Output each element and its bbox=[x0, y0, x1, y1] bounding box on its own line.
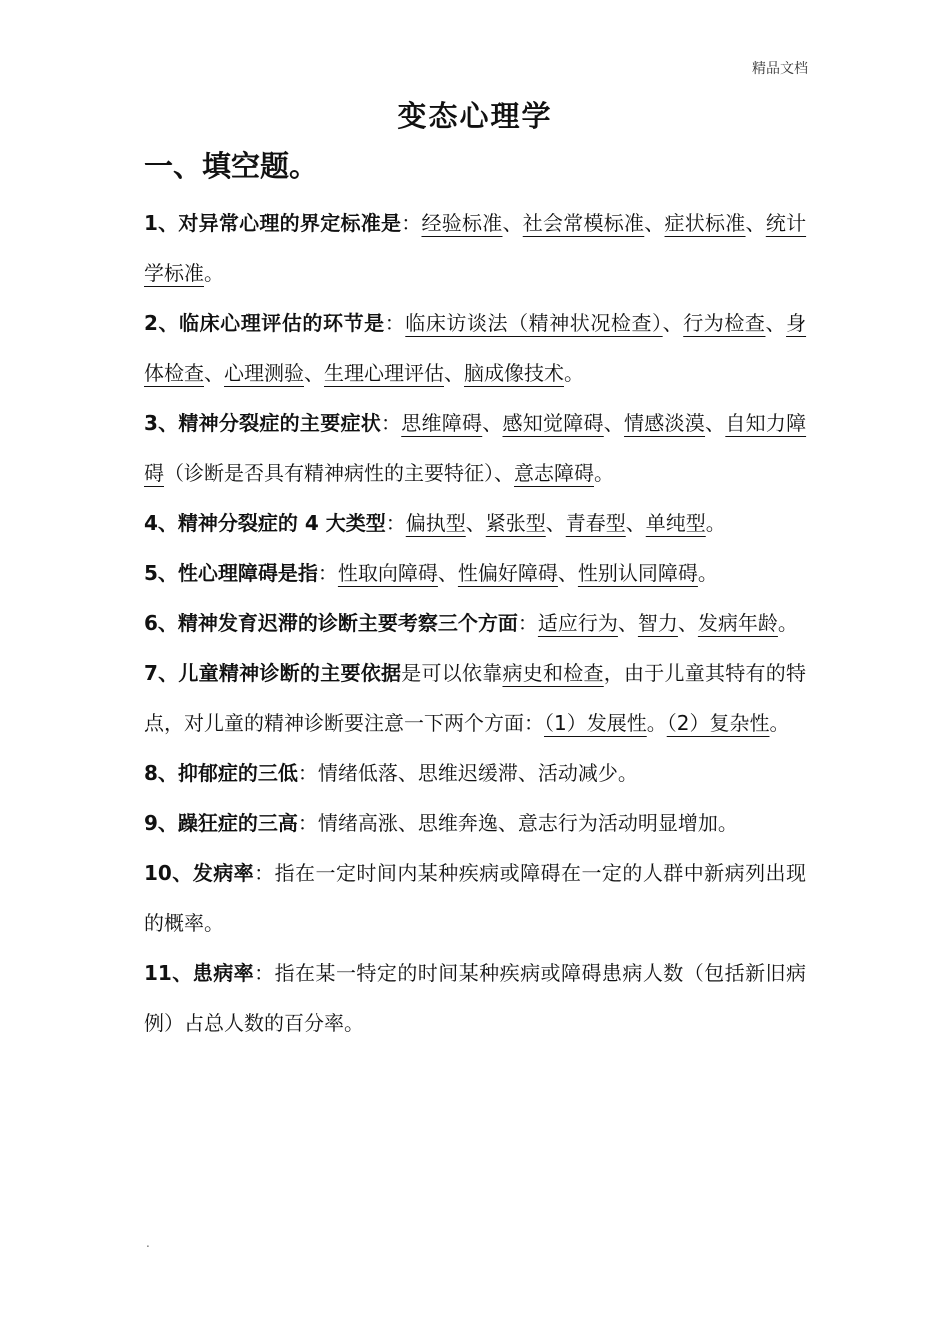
answer-blank: 脑成像技术 bbox=[464, 361, 564, 385]
item-number: 6、 bbox=[144, 611, 178, 635]
separator: 、 bbox=[204, 361, 224, 385]
item-number: 9、 bbox=[144, 811, 178, 835]
item-text: 是可以依靠 bbox=[401, 661, 503, 685]
answer-blank: 社会常模标准 bbox=[522, 211, 645, 235]
question-item-4 bbox=[144, 498, 806, 548]
end-mark: 。 bbox=[594, 461, 614, 485]
document-title: 变态心理学 bbox=[397, 99, 553, 133]
item-text: 指在某一特定的时间某种疾病或障碍患病人数（包括新旧病例）占总人数的百分率。 bbox=[144, 961, 807, 1035]
separator: 、 bbox=[502, 211, 523, 235]
item-number: 7、 bbox=[144, 661, 179, 685]
separator: 、 bbox=[603, 411, 625, 435]
end-mark: 。 bbox=[769, 711, 790, 735]
item-text: 情绪低落、思维迟缓滞、活动减少。 bbox=[317, 761, 638, 785]
item-number: 5、 bbox=[144, 561, 178, 585]
end-mark: 。 bbox=[705, 511, 726, 535]
end-mark: 。 bbox=[204, 261, 224, 285]
item-text: ，由于儿童其特有的特点，对儿童的精神诊断要注意一下两个方面： bbox=[144, 661, 807, 735]
answer-blank: 意志障碍 bbox=[514, 461, 594, 485]
item-text: 指在一定时间内某种疾病或障碍在一定的人群中新病列出现的概率。 bbox=[144, 861, 807, 935]
answer-blank: 适应行为 bbox=[537, 611, 618, 635]
separator: 、 bbox=[765, 311, 787, 335]
answer-blank: 行为检查 bbox=[683, 311, 766, 335]
item-colon: ： bbox=[385, 511, 406, 535]
answer-note: （诊断是否具有精神病性的主要特征） bbox=[164, 461, 494, 485]
item-label: 对异常心理的界定标准是 bbox=[178, 211, 402, 235]
separator: 、 bbox=[557, 561, 578, 585]
item-colon: ： bbox=[517, 611, 538, 635]
separator: 、 bbox=[662, 311, 684, 335]
separator: 、 bbox=[494, 461, 514, 485]
answer-blank: 性别认同障碍 bbox=[577, 561, 698, 585]
separator: 、 bbox=[304, 361, 324, 385]
item-number: 1、 bbox=[144, 211, 179, 235]
answer-blank: 单纯型 bbox=[645, 511, 706, 535]
separator: 、 bbox=[437, 561, 458, 585]
answer-blank: 发病年龄 bbox=[697, 611, 778, 635]
answer-blank: 心理测验 bbox=[224, 361, 304, 385]
separator: 、 bbox=[745, 211, 766, 235]
answer-blank: 身体检查 bbox=[144, 311, 807, 385]
question-item-8 bbox=[144, 748, 806, 798]
item-colon: ： bbox=[297, 811, 318, 835]
item-label: 精神发育迟滞的诊断主要考察三个方面 bbox=[177, 611, 518, 635]
item-label: 精神分裂症的主要症状 bbox=[178, 411, 381, 435]
answer-blank: 智力 bbox=[637, 611, 678, 635]
item-label: 抑郁症的三低 bbox=[177, 761, 298, 785]
item-colon: ： bbox=[401, 211, 422, 235]
question-item-1 bbox=[144, 198, 806, 298]
item-colon: ： bbox=[384, 311, 406, 335]
answer-blank: 症状标准 bbox=[664, 211, 746, 235]
answer-blank: 性取向障碍 bbox=[337, 561, 438, 585]
footer-mark: . bbox=[146, 1236, 150, 1250]
question-item-11 bbox=[144, 948, 806, 1048]
answer-blank: 偏执型 bbox=[405, 511, 466, 535]
answer-blank: （2）复杂性 bbox=[666, 711, 770, 735]
question-item-9 bbox=[144, 798, 806, 848]
separator: 、 bbox=[677, 611, 698, 635]
item-colon: ： bbox=[254, 961, 275, 985]
item-colon: ： bbox=[254, 861, 275, 885]
item-number: 4、 bbox=[144, 511, 178, 535]
answer-blank: 统计学标准 bbox=[144, 211, 807, 285]
answer-blank: 紧张型 bbox=[485, 511, 546, 535]
item-number: 8、 bbox=[144, 761, 178, 785]
header-note: 精品文档 bbox=[752, 61, 808, 77]
end-mark: 。 bbox=[777, 611, 798, 635]
answer-blank: （1）发展性 bbox=[544, 711, 647, 735]
item-label: 精神分裂症的 4 大类型 bbox=[177, 511, 386, 535]
question-item-6 bbox=[144, 598, 806, 648]
item-number: 2、 bbox=[144, 311, 180, 335]
item-number: 10、 bbox=[144, 861, 193, 885]
separator: 、 bbox=[545, 511, 566, 535]
question-item-7 bbox=[144, 648, 806, 748]
section-heading: 一、填空题。 bbox=[144, 149, 319, 183]
question-item-10 bbox=[144, 848, 806, 948]
end-mark: 。 bbox=[564, 361, 584, 385]
question-list bbox=[144, 198, 806, 1048]
separator: 、 bbox=[444, 361, 464, 385]
item-label: 发病率 bbox=[192, 861, 255, 885]
item-label: 患病率 bbox=[192, 961, 255, 985]
separator: 。 bbox=[646, 711, 667, 735]
answer-blank: 思维障碍 bbox=[401, 411, 483, 435]
answer-blank: 青春型 bbox=[565, 511, 626, 535]
item-colon: ： bbox=[317, 561, 338, 585]
answer-blank: 生理心理评估 bbox=[324, 361, 444, 385]
answer-blank: 自知力障碍 bbox=[144, 411, 807, 485]
item-number: 11、 bbox=[144, 961, 193, 985]
item-label: 儿童精神诊断的主要依据 bbox=[178, 661, 402, 685]
item-label: 躁狂症的三高 bbox=[177, 811, 298, 835]
answer-blank: 情感淡漠 bbox=[624, 411, 706, 435]
answer-blank: 临床访谈法（精神状况检查） bbox=[405, 311, 663, 335]
separator: 、 bbox=[644, 211, 665, 235]
item-number: 3、 bbox=[144, 411, 179, 435]
separator: 、 bbox=[482, 411, 503, 435]
item-label: 性心理障碍是指 bbox=[177, 561, 318, 585]
answer-blank: 感知觉障碍 bbox=[502, 411, 604, 435]
item-text: 情绪高涨、思维奔逸、意志行为活动明显增加。 bbox=[317, 811, 738, 835]
separator: 、 bbox=[625, 511, 646, 535]
answer-blank: 经验标准 bbox=[421, 211, 503, 235]
end-mark: 。 bbox=[697, 561, 718, 585]
answer-blank: 病史和检查 bbox=[502, 661, 604, 685]
question-item-3 bbox=[144, 398, 806, 498]
separator: 、 bbox=[705, 411, 726, 435]
separator: 、 bbox=[617, 611, 638, 635]
item-label: 临床心理评估的环节是 bbox=[179, 311, 385, 335]
answer-blank: 性偏好障碍 bbox=[457, 561, 558, 585]
item-colon: ： bbox=[380, 411, 402, 435]
question-item-2 bbox=[144, 298, 806, 398]
separator: 、 bbox=[465, 511, 486, 535]
question-item-5 bbox=[144, 548, 806, 598]
item-colon: ： bbox=[297, 761, 318, 785]
